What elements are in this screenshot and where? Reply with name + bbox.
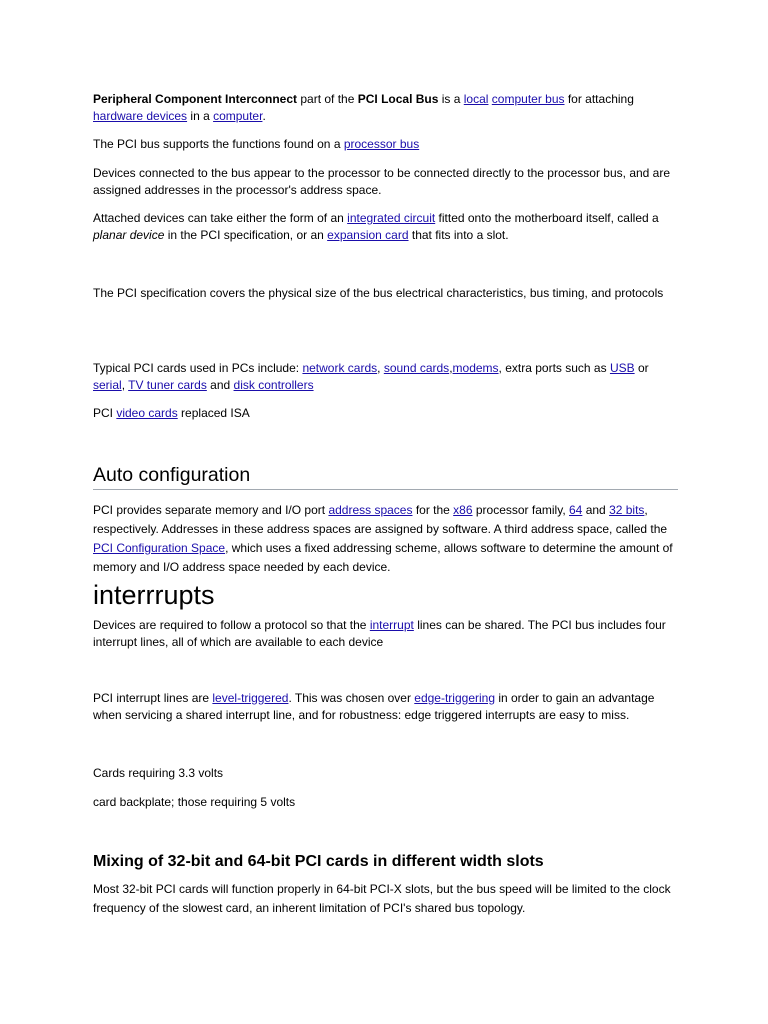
link-processor-bus[interactable]: processor bus — [343, 137, 420, 151]
heading-divider — [93, 489, 678, 490]
link-address-spaces[interactable]: address spaces — [328, 503, 413, 517]
spec-paragraph: The PCI specification covers the physical size of the bus electrical characteristics, bus timing, and protocols — [93, 286, 664, 300]
link-edge-triggering[interactable]: edge-triggering — [414, 691, 495, 705]
typical-paragraph: Typical PCI cards used in PCs include: network cards, sound cards,modems, extra ports such as USB or serial, TV tuner cards and disk controllers — [93, 361, 649, 392]
heading-mixing: Mixing of 32-bit and 64-bit PCI cards in different width slots — [93, 853, 544, 870]
backplate-paragraph: card backplate; those requiring 5 volts — [93, 795, 296, 809]
link-computer[interactable]: computer — [213, 108, 263, 123]
link-tv-tuner-cards[interactable]: TV tuner cards — [128, 377, 207, 392]
link-computer-bus[interactable]: computer bus — [491, 92, 565, 106]
intro-paragraph: Peripheral Component Interconnect part of the PCI Local Bus is a local computer bus for attaching hardware devices in a computer. — [93, 92, 634, 123]
video-paragraph: PCI video cards replaced ISA — [93, 406, 250, 420]
heading-auto-configuration: Auto configuration — [93, 464, 251, 486]
planar-device-em: planar device — [93, 227, 165, 242]
level-triggered-paragraph: PCI interrupt lines are level-triggered. This was chosen over edge-triggering in order to gain an advantage when servicing a shared interrupt line, and for robustness: edge triggered interrupts are easy to miss. — [93, 691, 655, 722]
bus-bold: PCI Local Bus — [357, 92, 439, 106]
supports-paragraph: The PCI bus supports the functions found on a processor bus — [93, 137, 420, 151]
link-x86[interactable]: x86 — [453, 503, 473, 517]
mixing-paragraph: Most 32-bit PCI cards will function properly in 64-bit PCI-X slots, but the bus speed will be limited to the clock frequency of the slowest card, an inherent limitation of PCI's shared bus topology. — [93, 882, 671, 915]
link-serial[interactable]: serial — [93, 377, 122, 392]
cards-33v-paragraph: Cards requiring 3.3 volts — [93, 766, 224, 780]
attached-paragraph: Attached devices can take either the form of an integrated circuit fitted onto the motherboard itself, called a planar device in the PCI specification, or an expansion card that fits into a slot. — [93, 211, 659, 242]
link-pci-configuration-space[interactable]: PCI Configuration Space — [93, 541, 226, 555]
autoconf-paragraph: PCI provides separate memory and I/O port address spaces for the x86 processor family, 64 and 32 bits, respectively. Addresses in these address spaces are assigned by software. A third address space, called the PCI Configuration Space, which uses a fixed addressing scheme, allows software to determine the amount of memory and I/O address space needed by each device. — [93, 503, 673, 574]
heading-interrupts: interrrupts — [93, 580, 215, 610]
link-hardware-devices[interactable]: hardware devices — [93, 108, 188, 123]
devices-paragraph: Devices connected to the bus appear to the processor to be connected directly to the processor bus, and are assigned addresses in the processor's address space. — [93, 166, 671, 197]
interrupts-paragraph: Devices are required to follow a protocol so that the interrupt lines can be shared. The PCI bus includes four interrupt lines, all of which are available to each device — [93, 618, 666, 649]
link-modems[interactable]: modems — [452, 361, 499, 375]
link-level-triggered[interactable]: level-triggered — [212, 691, 289, 705]
link-64[interactable]: 64 — [569, 503, 583, 517]
link-local[interactable]: local — [463, 92, 489, 106]
link-disk-controllers[interactable]: disk controllers — [233, 377, 314, 392]
link-interrupt[interactable]: interrupt — [369, 618, 414, 632]
term-bold: Peripheral Component Interconnect — [93, 92, 298, 106]
link-expansion-card[interactable]: expansion card — [327, 227, 409, 242]
link-sound-cards[interactable]: sound cards — [383, 361, 450, 375]
link-network-cards[interactable]: network cards — [302, 361, 378, 375]
link-integrated-circuit[interactable]: integrated circuit — [347, 211, 436, 225]
link-video-cards[interactable]: video cards — [116, 406, 178, 420]
link-32-bits[interactable]: 32 bits — [609, 503, 645, 517]
link-usb[interactable]: USB — [609, 361, 635, 375]
